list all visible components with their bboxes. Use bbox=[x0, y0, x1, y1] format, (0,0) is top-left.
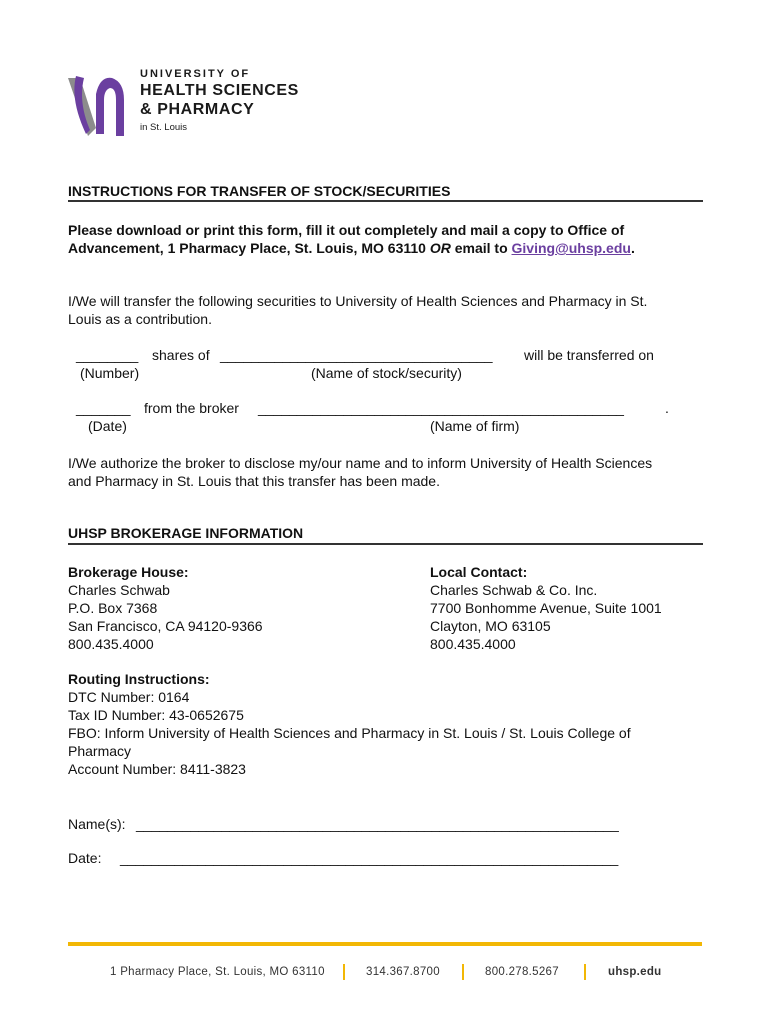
from-broker-label: from the broker bbox=[144, 400, 239, 416]
firm-caption: (Name of firm) bbox=[430, 418, 520, 434]
local-contact-phone: 800.435.4000 bbox=[430, 636, 516, 652]
names-label: Name(s): bbox=[68, 816, 126, 832]
broker-line-period: . bbox=[665, 400, 669, 416]
intro-line-2 bbox=[68, 239, 635, 257]
stock-name-blank[interactable]: ___________________________________ bbox=[220, 347, 493, 363]
routing-tax-id: Tax ID Number: 43-0652675 bbox=[68, 707, 244, 723]
transfer-line-2: Louis as a contribution. bbox=[68, 311, 212, 327]
local-contact-street: 7700 Bonhomme Avenue, Suite 1001 bbox=[430, 600, 662, 616]
routing-dtc: DTC Number: 0164 bbox=[68, 689, 190, 705]
logo-line-st-louis: in St. Louis bbox=[140, 122, 187, 133]
names-blank[interactable]: ______________________________________________________________ bbox=[136, 816, 619, 832]
firm-name-blank[interactable]: _______________________________________________ bbox=[258, 400, 624, 416]
intro-line-1: Please download or print this form, fill it out completely and mail a copy to Office of bbox=[68, 222, 625, 238]
logo-line-health-sciences: HEALTH SCIENCES bbox=[140, 82, 299, 99]
brokerage-house-block bbox=[68, 563, 263, 653]
intro-period: . bbox=[630, 240, 635, 256]
logo-line-pharmacy: & PHARMACY bbox=[140, 101, 255, 118]
footer-address: 1 Pharmacy Place, St. Louis, MO 63110 bbox=[110, 966, 325, 978]
signature-date-blank[interactable]: ________________________________________________________________ bbox=[120, 850, 619, 866]
footer-divider bbox=[68, 942, 702, 946]
number-blank[interactable]: ________ bbox=[76, 347, 139, 363]
intro-email-prefix: email to bbox=[450, 240, 512, 256]
footer-separator bbox=[462, 964, 464, 980]
brokerage-house-phone: 800.435.4000 bbox=[68, 636, 154, 652]
local-contact-title: Local Contact: bbox=[430, 564, 528, 580]
routing-fbo-cont: Pharmacy bbox=[68, 743, 132, 759]
brokerage-house-city: San Francisco, CA 94120-9366 bbox=[68, 618, 263, 634]
intro-or: OR bbox=[429, 240, 451, 256]
routing-block bbox=[68, 670, 631, 778]
number-caption: (Number) bbox=[80, 365, 140, 381]
routing-fbo: FBO: Inform University of Health Sciences and Pharmacy in St. Louis / St. Louis College of bbox=[68, 725, 631, 741]
instructions-heading: INSTRUCTIONS FOR TRANSFER OF STOCK/SECURITIES bbox=[68, 183, 451, 199]
brokerage-house-name: Charles Schwab bbox=[68, 582, 170, 598]
routing-title: Routing Instructions: bbox=[68, 671, 210, 687]
date-blank[interactable]: _______ bbox=[76, 400, 131, 416]
footer-separator bbox=[343, 964, 345, 980]
university-logo-text bbox=[140, 68, 299, 134]
shares-of-label: shares of bbox=[152, 347, 210, 363]
transfer-line-1: I/We will transfer the following securities to University of Health Sciences and Pharmacy in St. bbox=[68, 293, 648, 309]
giving-email-link[interactable]: Giving@uhsp.edu bbox=[511, 240, 631, 256]
footer-phone: 314.367.8700 bbox=[366, 966, 440, 978]
instructions-divider bbox=[68, 200, 703, 202]
footer-separator bbox=[584, 964, 586, 980]
authorize-line-2: and Pharmacy in St. Louis that this transfer has been made. bbox=[68, 473, 440, 489]
transferred-on-label: will be transferred on bbox=[524, 347, 654, 363]
authorize-line-1: I/We authorize the broker to disclose my/our name and to inform University of Health Sciences bbox=[68, 455, 653, 471]
local-contact-name: Charles Schwab & Co. Inc. bbox=[430, 582, 598, 598]
logo-line-university-of: UNIVERSITY OF bbox=[140, 68, 251, 80]
intro-address: Advancement, 1 Pharmacy Place, St. Louis, MO 63110 bbox=[68, 240, 430, 256]
brokerage-divider bbox=[68, 543, 703, 545]
university-logo-mark bbox=[66, 70, 128, 140]
brokerage-house-po-box: P.O. Box 7368 bbox=[68, 600, 158, 616]
local-contact-city: Clayton, MO 63105 bbox=[430, 618, 551, 634]
local-contact-block bbox=[430, 563, 662, 653]
brokerage-heading: UHSP BROKERAGE INFORMATION bbox=[68, 525, 304, 541]
routing-account: Account Number: 8411-3823 bbox=[68, 761, 246, 777]
stock-caption: (Name of stock/security) bbox=[311, 365, 462, 381]
date-caption: (Date) bbox=[88, 418, 127, 434]
footer-tollfree: 800.278.5267 bbox=[485, 966, 559, 978]
date-label: Date: bbox=[68, 850, 102, 866]
logo-purple-arch bbox=[96, 78, 124, 136]
brokerage-house-title: Brokerage House: bbox=[68, 564, 189, 580]
footer-website-link[interactable]: uhsp.edu bbox=[608, 966, 662, 978]
